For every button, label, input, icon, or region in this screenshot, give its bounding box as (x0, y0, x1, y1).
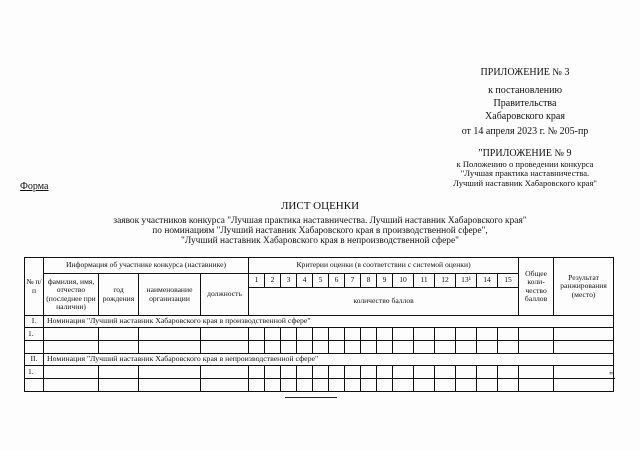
table-cell (361, 328, 377, 341)
table-cell (44, 328, 99, 341)
appendix-line: Хабаровского края (485, 111, 565, 122)
table-cell (139, 341, 201, 354)
heading-line: "Лучший наставник Хабаровского края в непроизводственной сфере" (181, 235, 459, 246)
criterion-number: 10 (393, 274, 414, 288)
table-cell (313, 379, 329, 392)
table-cell (498, 379, 519, 392)
table-cell (297, 379, 313, 392)
table-cell (313, 341, 329, 354)
table-cell (265, 341, 281, 354)
table-cell (345, 366, 361, 379)
table-cell (345, 341, 361, 354)
table-cell (477, 379, 498, 392)
table-cell (201, 328, 249, 341)
table-cell (25, 341, 44, 354)
table-cell (554, 366, 614, 379)
table-cell (281, 379, 297, 392)
table-cell (498, 366, 519, 379)
table-cell (477, 328, 498, 341)
criteria-score-caption: количество баллов (249, 288, 519, 316)
table-cell (377, 366, 393, 379)
col-birthyear-header: год рождения (99, 274, 139, 316)
table-cell (435, 328, 456, 341)
table-cell (265, 328, 281, 341)
table-cell (99, 328, 139, 341)
table-cell (519, 341, 554, 354)
table-cell (498, 328, 519, 341)
table-cell (201, 379, 249, 392)
criterion-number: 4 (297, 274, 313, 288)
table-cell (393, 341, 414, 354)
table-cell (498, 341, 519, 354)
table-cell (456, 366, 477, 379)
table-cell (329, 366, 345, 379)
col-num-header: № п/п (25, 258, 44, 316)
nomination-number: II. (25, 354, 44, 366)
appendix-line: Правительства (493, 98, 557, 109)
table-cell (554, 379, 614, 392)
row-number: 1. (25, 328, 44, 341)
table-cell (414, 341, 435, 354)
nomination-number: I. (25, 316, 44, 328)
table-cell (435, 341, 456, 354)
criterion-number: 11 (414, 274, 435, 288)
table-cell (201, 341, 249, 354)
table-cell (519, 328, 554, 341)
table-cell (377, 328, 393, 341)
sub-appendix-line: к Положению о проведении конкурса (456, 159, 594, 169)
table-cell (297, 328, 313, 341)
criterion-number: 1 (249, 274, 265, 288)
table-cell (393, 366, 414, 379)
evaluation-table (24, 257, 614, 392)
table-cell (313, 366, 329, 379)
table-cell (44, 341, 99, 354)
table-cell (139, 379, 201, 392)
table-cell (99, 341, 139, 354)
table-cell (44, 379, 99, 392)
closing-quote: ". (609, 371, 616, 382)
table-cell (456, 379, 477, 392)
table-cell (361, 379, 377, 392)
appendix-date: от 14 апреля 2023 г. № 205-пр (461, 126, 589, 137)
table-cell (414, 366, 435, 379)
table-cell (377, 341, 393, 354)
table-cell (554, 341, 614, 354)
table-cell (554, 328, 614, 341)
table-cell (249, 379, 265, 392)
table-cell (393, 328, 414, 341)
appendix-number: ПРИЛОЖЕНИЕ № 3 (480, 67, 570, 78)
table-cell (249, 328, 265, 341)
criterion-number: 15 (498, 274, 519, 288)
table-cell (345, 328, 361, 341)
table-cell (139, 366, 201, 379)
form-label: Форма (20, 181, 49, 192)
table-cell (329, 341, 345, 354)
table-cell (361, 341, 377, 354)
criterion-number: 3 (281, 274, 297, 288)
sub-appendix-number: "ПРИЛОЖЕНИЕ № 9 (478, 148, 572, 159)
table-cell (99, 366, 139, 379)
criterion-number: 9 (377, 274, 393, 288)
table-cell (435, 379, 456, 392)
col-organization-header: наименование организации (139, 274, 201, 316)
total-score-header: Общее коли-чество баллов (519, 258, 554, 316)
table-cell (361, 366, 377, 379)
criterion-number: 6 (329, 274, 345, 288)
table-cell (345, 379, 361, 392)
appendix-line: к постановлению (488, 85, 562, 96)
result-header: Результат ранжирования (место) (554, 258, 614, 316)
table-cell (44, 366, 99, 379)
nomination-title: Номинация "Лучший наставник Хабаровского края в производственной сфере" (44, 316, 614, 328)
table-cell (297, 366, 313, 379)
criteria-group-header: Критерии оценки (в соответствии с системой оценки) (249, 258, 519, 274)
table-cell (456, 341, 477, 354)
table-cell (297, 341, 313, 354)
table-cell (281, 341, 297, 354)
table-cell (281, 328, 297, 341)
criterion-number: 13¹ (456, 274, 477, 288)
table-cell (519, 379, 554, 392)
criterion-number: 5 (313, 274, 329, 288)
table-cell (377, 379, 393, 392)
criterion-number: 8 (361, 274, 377, 288)
table-cell (139, 328, 201, 341)
table-cell (201, 366, 249, 379)
heading-line: заявок участников конкурса "Лучшая практика наставничества. Лучший наставник Хабаровского края" (113, 216, 527, 226)
sub-appendix-line: Лучший наставник Хабаровского края" (453, 177, 597, 188)
table-cell (265, 379, 281, 392)
nomination-title: Номинация "Лучший наставник Хабаровского края в непроизводственной сфере" (44, 354, 614, 366)
criterion-number: 7 (345, 274, 361, 288)
end-divider (285, 397, 337, 398)
participant-group-header: Информация об участнике конкурса (наставнике) (44, 258, 249, 274)
table-cell (265, 366, 281, 379)
col-fullname-header: фамилия, имя, отчество (последнее при наличии) (44, 274, 99, 316)
table-cell (477, 366, 498, 379)
table-cell (414, 379, 435, 392)
table-cell (414, 328, 435, 341)
table-cell (393, 379, 414, 392)
col-position-header: должность (201, 274, 249, 316)
criterion-number: 2 (265, 274, 281, 288)
row-number: 1. (25, 366, 44, 379)
criterion-number: 12 (435, 274, 456, 288)
table-cell (281, 366, 297, 379)
table-cell (99, 379, 139, 392)
table-cell (435, 366, 456, 379)
sub-appendix-line: "Лучшая практика наставничества. (460, 168, 590, 179)
page-title: ЛИСТ ОЦЕНКИ (280, 200, 360, 212)
table-cell (25, 379, 44, 392)
table-cell (329, 379, 345, 392)
heading-block (70, 200, 570, 246)
heading-line: по номинациям "Лучший наставник Хабаровского края в производственной сфере", (152, 225, 488, 236)
table-cell (249, 341, 265, 354)
table-cell (456, 328, 477, 341)
table-cell (313, 328, 329, 341)
table-cell (249, 366, 265, 379)
table-cell (477, 341, 498, 354)
criterion-number: 14 (477, 274, 498, 288)
table-cell (519, 366, 554, 379)
appendix-block (440, 66, 610, 188)
table-cell (329, 328, 345, 341)
